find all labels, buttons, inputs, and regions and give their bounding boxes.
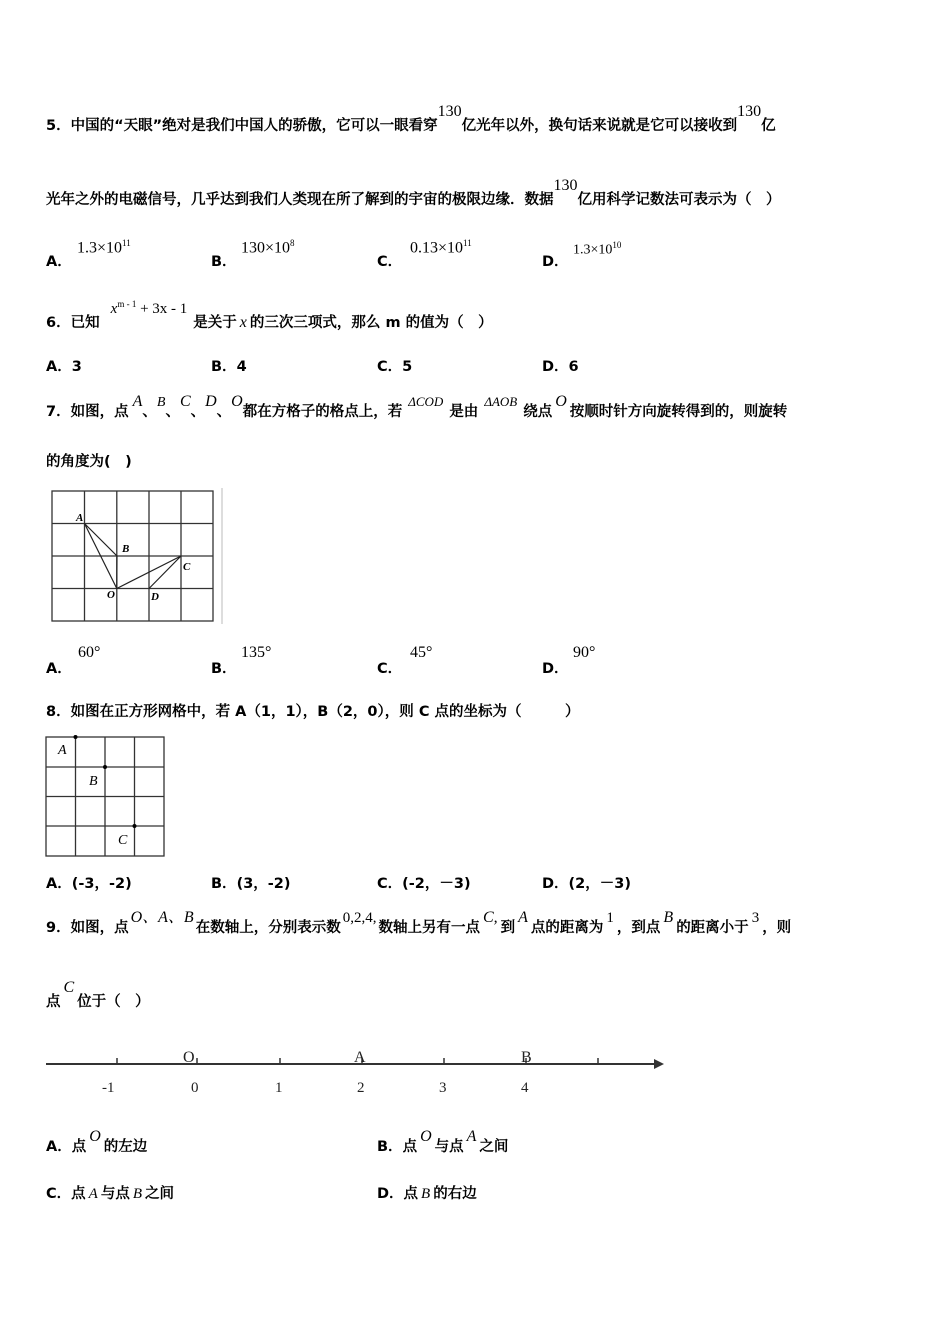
q9-number-line [44,1040,674,1100]
q6-option-b[interactable]: B．4 [211,359,247,375]
q9-tick-2: 2 [357,1080,365,1096]
q9-option-a[interactable]: A．点O的左边 [46,1128,148,1155]
q8-option-a[interactable]: A．(-3，-2) [46,876,132,892]
q9-tick-4: 4 [521,1080,529,1096]
q7-line1: 7．如图，点A、B、C、D、O都在方格子的格点上，若ΔCOD是由ΔAOB绕点O按顺时针方向旋转得到的，则旋转 [46,393,788,420]
q7-label-o: O [107,589,115,601]
q6-option-d[interactable]: D．6 [542,359,579,375]
q7-label-b: B [122,543,130,555]
q7-grid-figure [50,488,230,624]
q5-line1: 5．中国的“天眼”绝对是我们中国人的骄傲，它可以一眼看穿130亿光年以外，换句话来说就是它可以接收到130亿 [46,103,776,134]
q9-label-a: A [354,1049,366,1066]
q7-label-c: C [183,561,191,573]
q5-number-130-a: 130 [437,103,462,120]
q8-label-a: A [58,743,67,758]
q5-number-130-c: 130 [553,177,578,194]
q8-option-b[interactable]: B．(3，-2) [211,876,291,892]
q8-option-d[interactable]: D．(2，－3) [542,876,631,892]
q7-label-d: D [151,591,159,603]
q9-tick-1: 1 [275,1080,283,1096]
q8-grid-figure [44,734,166,858]
q9-line2: 点C位于（ ） [46,979,150,1010]
q7-label-a: A [76,512,84,524]
q8-point-a [74,735,78,739]
q7-line2: 的角度为( ) [46,454,132,470]
q9-tick-3: 3 [439,1080,447,1096]
q8-option-c[interactable]: C．(-2，－3) [377,876,471,892]
q8-point-c [133,824,137,828]
q8-label-c: C [118,833,128,848]
q8-stem: 8．如图在正方形网格中，若 A（1，1），B（2，0），则 C 点的坐标为（ ） [46,704,580,720]
q9-tick-minus1: -1 [102,1080,115,1096]
q9-label-b: B [521,1049,532,1066]
q9-option-d[interactable]: D．点 B 的右边 [377,1186,477,1202]
q6-option-c[interactable]: C．5 [377,359,413,375]
q8-label-b: B [89,774,98,789]
q5-number-130-b: 130 [737,103,762,120]
q9-line1: 9．如图，点O、A、B在数轴上，分别表示数0,2,4,数轴上另有一点C,到A点的距离为1，到点B的距离小于3，则 [46,909,792,936]
q5-line2: 光年之外的电磁信号，几乎达到我们人类现在所了解到的宇宙的极限边缘．数据130亿用科学记数法可表示为（ ） [46,177,781,208]
q9-option-c[interactable]: C．点 A 与点 B 之间 [46,1186,174,1202]
q7-grid-lines [52,491,213,621]
q9-label-o: O [183,1049,195,1066]
q9-tick-0: 0 [191,1080,199,1096]
q9-option-b[interactable]: B．点O与点A之间 [377,1128,509,1155]
q6-stem: 6．已知 $x^{m - 1} + 3x - 1$是关于 x 的三次三项式，那么 m 的值为（ ） [46,299,493,331]
q6-polynomial: $x^{m - 1} + 3x - 1$ [110,299,188,317]
q8-point-b [103,765,107,769]
q6-option-a[interactable]: A．3 [46,359,82,375]
